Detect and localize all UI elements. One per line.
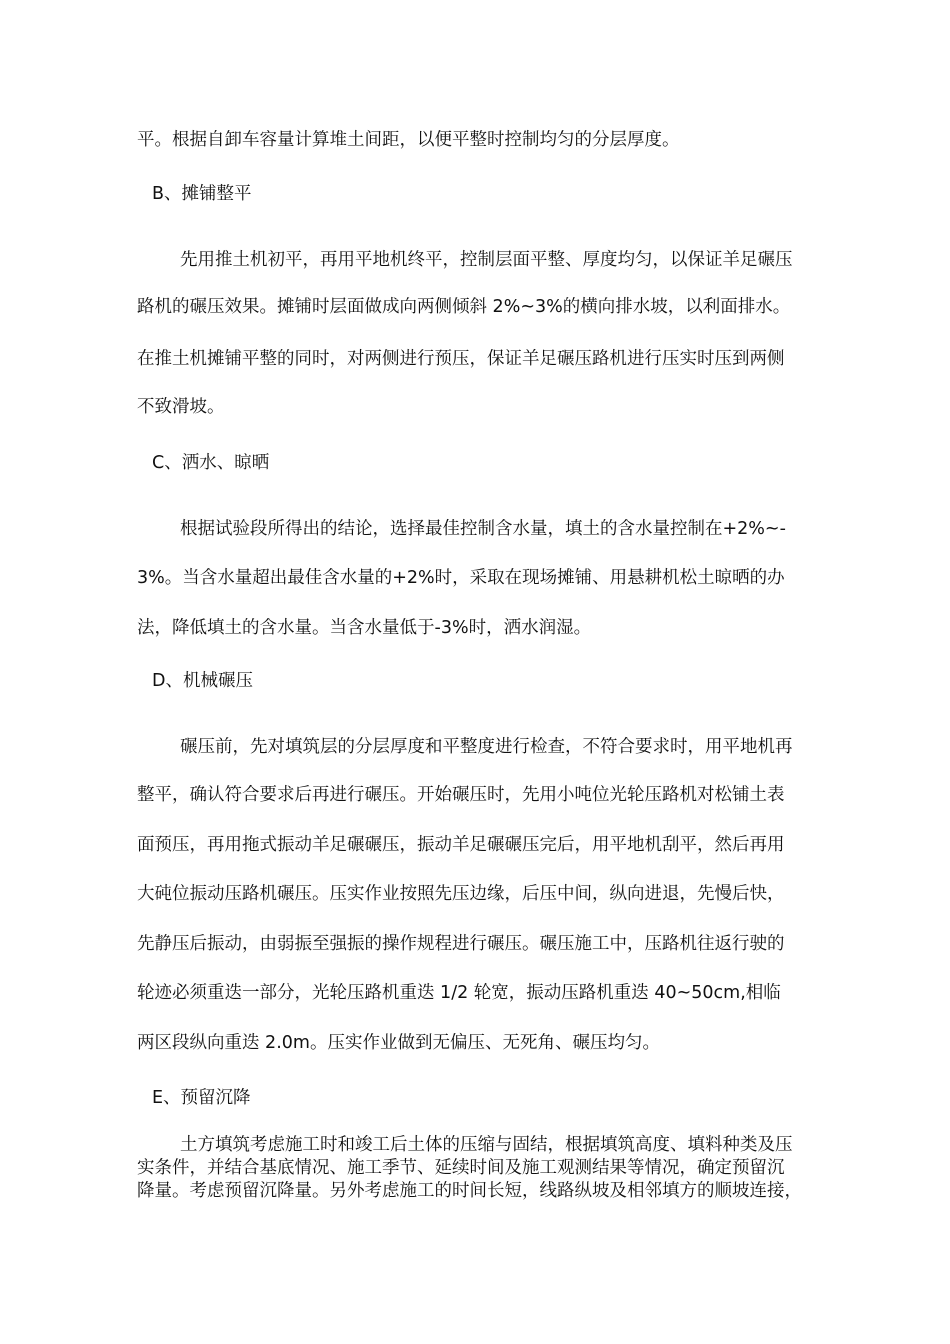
paragraph-line: 降量。考虑预留沉降量。另外考虑施工的时间长短，线路纵坡及相邻填方的顺坡连接， <box>137 1181 802 1201</box>
paragraph-line: 碾压前，先对填筑层的分层厚度和平整度进行检查，不符合要求时，用平地机再 <box>180 737 793 757</box>
paragraph-line: 先静压后振动，由弱振至强振的操作规程进行碾压。碾压施工中，压路机往返行驶的 <box>137 934 785 954</box>
paragraph-line: 根据试验段所得出的结论，选择最佳控制含水量，填土的含水量控制在+2%~- <box>180 519 786 539</box>
paragraph-line: 平。根据自卸车容量计算堆土间距，以便平整时控制均匀的分层厚度。 <box>137 130 680 150</box>
section-heading-c: C、洒水、晾晒 <box>152 453 270 473</box>
paragraph-line: 实条件，并结合基底情况、施工季节、延续时间及施工观测结果等情况，确定预留沉 <box>137 1158 785 1178</box>
section-heading-b: B、摊铺整平 <box>152 184 252 204</box>
paragraph-line: 两区段纵向重迭 2.0m。压实作业做到无偏压、无死角、碾压均匀。 <box>137 1033 660 1053</box>
paragraph-line: 轮迹必须重迭一部分，光轮压路机重迭 1/2 轮宽，振动压路机重迭 40~50cm,相临 <box>137 983 781 1003</box>
paragraph-line: 在推土机摊铺平整的同时，对两侧进行预压，保证羊足碾压路机进行压实时压到两侧 <box>137 349 785 369</box>
paragraph-line: 法，降低填土的含水量。当含水量低于-3%时，洒水润湿。 <box>137 618 592 638</box>
paragraph-line: 土方填筑考虑施工时和竣工后土体的压缩与固结，根据填筑高度、填料种类及压 <box>180 1135 793 1155</box>
paragraph-line: 先用推土机初平，再用平地机终平，控制层面平整、厚度均匀，以保证羊足碾压 <box>180 250 793 270</box>
paragraph-line: 大砘位振动压路机碾压。压实作业按照先压边缘，后压中间，纵向进退，先慢后快， <box>137 884 785 904</box>
paragraph-line: 整平，确认符合要求后再进行碾压。开始碾压时，先用小吨位光轮压路机对松铺土表 <box>137 785 785 805</box>
section-heading-d: D、机械碾压 <box>152 671 253 691</box>
section-heading-e: E、预留沉降 <box>152 1088 251 1108</box>
paragraph-line: 3%。当含水量超出最佳含水量的+2%时，采取在现场摊铺、用悬耕机松土晾晒的办 <box>137 568 785 588</box>
paragraph-line: 面预压，再用拖式振动羊足碾碾压，振动羊足碾碾压完后，用平地机刮平，然后再用 <box>137 835 785 855</box>
paragraph-line: 不致滑坡。 <box>137 397 225 417</box>
paragraph-line: 路机的碾压效果。摊铺时层面做成向两侧倾斜 2%~3%的横向排水坡，以利面排水。 <box>137 297 791 317</box>
